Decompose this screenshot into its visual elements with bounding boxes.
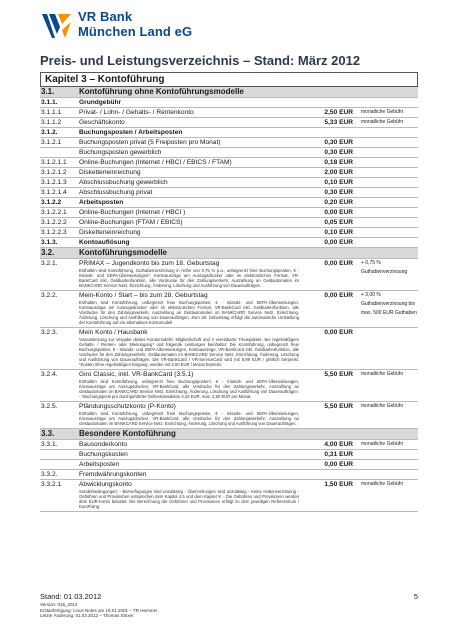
row-label <box>79 128 299 137</box>
row-number: 3.2. <box>41 248 55 257</box>
row-note <box>355 138 418 147</box>
row-label-text: Grundgebühr <box>79 99 122 106</box>
row-note <box>355 460 418 469</box>
row-label <box>79 148 299 157</box>
table-row <box>40 138 418 148</box>
row-label <box>79 450 299 459</box>
row-number <box>40 450 79 459</box>
row-label <box>79 370 299 401</box>
row-number: 3.3. <box>41 429 55 438</box>
row-price: 0,00 EUR <box>324 239 353 246</box>
row-price <box>299 470 355 479</box>
page-footer <box>40 592 418 619</box>
row-label-text: Disketteneinreichung <box>79 169 141 176</box>
table-row <box>40 198 418 208</box>
row-label <box>79 218 299 227</box>
row-label-text: Buchungsposten gewerblich <box>79 149 162 156</box>
row-price: 2,00 EUR <box>324 169 353 176</box>
table-row <box>40 259 418 291</box>
bank-name-line2: München Land eG <box>78 24 193 39</box>
row-note <box>355 470 418 479</box>
row-number: 3.1.2.1.2 <box>41 169 67 176</box>
row-price: 0,10 EUR <box>324 179 353 186</box>
row-label <box>79 198 299 207</box>
row-label <box>79 98 299 107</box>
section-row <box>40 87 418 98</box>
section-row <box>40 429 418 440</box>
row-note: monatliche Gebühr <box>361 119 404 125</box>
row-label <box>79 118 299 127</box>
row-label-text: Buchungsposten / Arbeitsposten <box>79 129 183 136</box>
row-label <box>79 168 299 177</box>
row-price: 0,30 EUR <box>324 189 353 196</box>
table-row <box>40 118 418 128</box>
row-number: 3.1.1.1 <box>41 109 62 116</box>
row-note <box>355 178 418 187</box>
row-number: 3.1.2.1.3 <box>41 179 67 186</box>
creation-line: Erstanfertigung: Linus Notes am 19.01.2001 – TR Hemmer <box>40 607 158 613</box>
row-label-text: Kontoführungsmodelle <box>79 248 167 257</box>
row-label-text: Online-Buchungen (Internet / HBCI / EBICS / FTAM) <box>79 159 232 166</box>
row-price <box>299 128 355 137</box>
row-price: 0,31 EUR <box>324 451 353 458</box>
row-number: 3.1.2.1.1 <box>41 159 67 166</box>
row-price: 0,05 EUR <box>324 219 353 226</box>
row-label <box>79 188 299 197</box>
row-description: Enthalten sind Kontoführung, unbegrenzt freie Buchungsposten, € - Inlands- und SEPA-Überweisungen, Kontoauszüge am Auszugsdrucker oder im elektronischen Format, VR-BankCard inkl. Geldkartenfunktion, alle Vordrucke für den Zahlungsverkehr, Auszahlung an Geldautomaten im BANKCARD Service Netz, Einrichtung, Änderung, Löschung und Ausführung von Daueraufträgen. Zum 28. Geburtstag erfolgt die automatische Umstellung der Kontoführung auf ein alternatives Kontomodell. <box>79 300 299 325</box>
row-number <box>40 460 79 469</box>
row-note <box>355 148 418 157</box>
table-row <box>40 218 418 228</box>
row-number: 3.1. <box>41 87 55 96</box>
table-row <box>40 402 418 429</box>
row-note: + 0,75 % Guthabenverzinsung <box>361 260 408 275</box>
row-label-text: Besondere Kontoführung <box>79 429 176 438</box>
row-label <box>79 480 299 511</box>
row-label <box>79 138 299 147</box>
row-price: 0,00 EUR <box>324 461 353 468</box>
table-row <box>40 460 418 470</box>
table-row <box>40 238 418 248</box>
row-note <box>355 188 418 197</box>
row-label <box>79 178 299 187</box>
row-note <box>355 198 418 207</box>
table-row <box>40 128 418 138</box>
row-price: 0,00 EUR <box>324 292 353 299</box>
row-number: 3.1.2.2.1 <box>41 209 67 216</box>
row-description: Sonderbedingungen: - Barverfügungen sind unzulässig - Überziehungen sind unzulässig - Keine Habenverzinsung - Gebühren und Provisionen entsprechen dem Kapitel 4.5 und dem Kapitel 9. - Die Gebühren und Provisionen werden dem EUR-Konto belastet. Die Berechnung der Gebühren und Provisionen erfolgt zu dem jeweiligen Referenzkurs / EuroFixing. <box>79 489 299 509</box>
row-price: 5,50 EUR <box>324 371 353 378</box>
table-row <box>40 178 418 188</box>
last-change-line: Letzte Änderung: 01.03.2012 – Thomas Strixer <box>40 613 134 618</box>
row-price: 0,00 EUR <box>324 209 353 216</box>
row-note <box>355 98 418 107</box>
table-row <box>40 450 418 460</box>
table-row <box>40 148 418 158</box>
row-note <box>355 328 418 369</box>
row-note <box>355 450 418 459</box>
row-label <box>79 328 299 369</box>
row-number: 3.1.2.2.3 <box>41 229 67 236</box>
row-price: 0,20 EUR <box>324 199 353 206</box>
row-number: 3.2.2. <box>41 292 58 299</box>
row-label <box>79 87 379 97</box>
row-number: 3.1.1. <box>41 99 58 106</box>
row-label-text: Buchungskosten <box>79 451 128 458</box>
table-row <box>40 480 418 512</box>
page-number: 5 <box>413 592 418 601</box>
row-note: monatliche Gebühr <box>361 481 404 487</box>
row-description: Enthalten sind Kontoführung, unbegrenzt freie Buchungsposten, € - Inlands- und SEPA-Überweisungen, Kontoauszüge am Auszugsdrucker, VR-BankCard, alle Vordrucke für den Zahlungsverkehr, Auszahlung an Geldautomaten im BANKCARD Service Netz, Einrichtung, Änderung, Löschung und Ausführung von Daueraufträgen. <box>79 411 299 426</box>
row-label-text: Privat- / Lohn- / Gehalts- / Rentenkonto <box>79 109 194 116</box>
row-label <box>79 291 299 327</box>
row-number: 3.2.5. <box>41 403 58 410</box>
row-price: 0,30 EUR <box>324 139 353 146</box>
row-label <box>79 248 379 258</box>
row-number: 3.1.2.2 <box>41 199 62 206</box>
row-label <box>79 208 299 217</box>
row-number: 3.2.4. <box>41 371 58 378</box>
row-note: monatliche Gebühr <box>361 441 404 447</box>
row-label-text: Disketteneinreichung <box>79 229 141 236</box>
row-note <box>355 128 418 137</box>
row-note: monatliche Gebühr <box>361 371 404 377</box>
table-row <box>40 291 418 328</box>
table-row <box>40 168 418 178</box>
row-price: 4,00 EUR <box>324 441 353 448</box>
row-description: Enthalten sind Kontoführung, Guthabenverzinsung in Höhe von 0,75 % p.a., unbegrenzt freie Buchungsposten, € - Inlands- und SEPA-Überweisungen*, Kontoauszüge am Auszugsdrucker oder im elektronischen Format, VR-BankCard inkl. Geldkartenfunktion, alle Vordrucke für den Zahlungsverkehr, Auszahlung an Geldautomaten im BANKCARD Service Netz, Einrichtung, Änderung, Löschung und Ausführung von Daueraufträgen. <box>79 268 299 288</box>
row-label <box>79 238 299 247</box>
row-price: 0,00 EUR <box>324 260 353 267</box>
row-price: 5,33 EUR <box>324 119 353 126</box>
row-label-text: Arbeitsposten <box>79 199 124 206</box>
row-label-text: Mein Konto / Hausbank <box>79 329 148 336</box>
row-price: 2,50 EUR <box>324 109 353 116</box>
section-row <box>40 248 418 259</box>
row-note <box>355 218 418 227</box>
row-label-text: Abschlussbuchung gewerblich <box>79 179 168 186</box>
row-note <box>355 208 418 217</box>
row-number: 3.2.3. <box>41 329 58 336</box>
row-price: 0,10 EUR <box>324 229 353 236</box>
row-number: 3.1.3. <box>41 239 58 246</box>
row-label-text: Bausonderkonto <box>79 441 128 448</box>
row-label <box>79 259 299 290</box>
row-label-text: Geschäftskonto <box>79 119 125 126</box>
bank-name-line1: VR Bank <box>78 9 133 24</box>
row-label-text: Kontoführung ohne Kontoführungsmodelle <box>79 87 244 96</box>
row-label-text: Giro Classic, inkl. VR-BankCard (3.5.1) <box>79 371 194 378</box>
row-note <box>355 228 418 237</box>
version-line: Version: 016_2012 <box>40 602 78 607</box>
row-label-text: Pfändungsschutzkonto (P-Konto) <box>79 403 176 410</box>
row-note <box>355 158 418 167</box>
row-label <box>79 228 299 237</box>
row-label-text: Online-Buchungen (FTAM / EBICS) <box>79 219 183 226</box>
row-label <box>79 429 379 439</box>
table-row <box>40 208 418 218</box>
row-label <box>79 402 299 428</box>
row-price: 5,50 EUR <box>324 403 353 410</box>
table-row <box>40 188 418 198</box>
row-label-text: Fremdwährungskonten <box>79 471 147 478</box>
row-note: monatliche Gebühr <box>361 403 404 409</box>
row-number: 3.3.1. <box>41 441 58 448</box>
row-price: 0,30 EUR <box>324 149 353 156</box>
row-label <box>79 158 299 167</box>
table-row <box>40 470 418 480</box>
row-number: 3.1.2.1 <box>41 139 62 146</box>
bank-logo <box>40 10 192 43</box>
row-number: 3.3.2. <box>41 471 58 478</box>
row-note: monatliche Gebühr <box>361 109 404 115</box>
row-label-text: Mein-Konto / Start – bis zum 28. Geburtstag <box>79 292 208 299</box>
stand-date: Stand: 01.03.2012 <box>40 592 102 601</box>
table-row <box>40 228 418 238</box>
table-row <box>40 158 418 168</box>
price-table <box>40 72 418 512</box>
row-label-text: Arbeitsposten <box>79 461 120 468</box>
row-label-text: Abwicklungskonto <box>79 481 132 488</box>
row-label-text: Buchungsposten privat (5 Freiposten pro Monat) <box>79 139 221 146</box>
chapter-heading: Kapitel 3 – Kontoführung <box>40 72 418 87</box>
row-number: 3.2.1. <box>41 260 58 267</box>
table-row <box>40 440 418 450</box>
table-row <box>40 98 418 108</box>
row-number: 3.1.1.2 <box>41 119 62 126</box>
document-title: Preis- und Leistungsverzeichnis – Stand: März 2012 <box>40 53 361 68</box>
row-label <box>79 108 299 117</box>
row-number: 3.1.2. <box>41 129 58 136</box>
row-number: 3.1.2.1.4 <box>41 189 67 196</box>
row-note <box>355 168 418 177</box>
row-label-text: Kontoauflösung <box>79 239 130 246</box>
row-label <box>79 470 299 479</box>
row-description: Enthalten sind Kontoführung, unbegrenzt freie Buchungsposten*, € - Inlands- und SEPA-Überweisungen, Kontoauszüge am Auszugsdrucker, VR-BankCard, alle Vordrucke für den Zahlungsverkehr, Auszahlung an Geldautomaten im BANKCARD Service Netz, Einrichtung, Änderung, Löschung und Ausführung von Daueraufträgen. - *Buchungspreis pro durchgeführter Onlinetransaktion 0,25 EUR, max. 2,50 EUR pro Monat. <box>79 379 299 399</box>
row-price: 1,50 EUR <box>324 481 353 488</box>
row-label <box>79 460 299 469</box>
row-number <box>40 148 79 157</box>
row-price: 0,18 EUR <box>324 159 353 166</box>
row-label-text: Online-Buchungen (Internet / HBCI ) <box>79 209 186 216</box>
table-row <box>40 370 418 402</box>
row-label-text: PRIMAX – Jugendkonto bis zum 18. Geburtstag <box>79 260 220 267</box>
table-row <box>40 328 418 370</box>
volksbank-logo-icon <box>40 10 73 43</box>
row-label <box>79 440 299 449</box>
row-label-text: Abschlussbuchung privat <box>79 189 153 196</box>
row-number: 3.1.2.2.2 <box>41 219 67 226</box>
row-price <box>299 98 355 107</box>
row-price: 0,00 EUR <box>324 329 353 336</box>
row-number: 3.3.2.1 <box>41 481 62 488</box>
row-note: + 3,00 % Guthabenverzinsung bis max. 500 EUR Guthaben <box>361 292 417 316</box>
row-description: Voraussetzung zur Vergabe dieses Kontomodells: Mitgliedschaft und 4 vereinbarte Treuepakete. Bei regelmäßigem Gehalts- / Renten- oder Mieteingang* und folgende Leistungen beinhaltet: Die Kontoführung, unbegrenzt freie Buchungsposten, € - Inlands- und SEPA-Überweisungen, Kontoauszüge, VR-BankCard inkl. Geldkartenfunktion, alle Vordrucke für den Zahlungsverkehr, Geldautomaten im BANKCARD Service Netz, Einrichtung, Änderung, Löschung und Ausführung von Daueraufträgen. Die VR-BankCard / VR-ServiceCard wird mit 8,99 EUR / jährlich berpreist. *Kosten ohne regelmäßigen Eingang, werden mit 3,00 EUR / Monat bepreist. <box>79 337 299 367</box>
row-note <box>355 238 418 247</box>
table-row <box>40 108 418 118</box>
